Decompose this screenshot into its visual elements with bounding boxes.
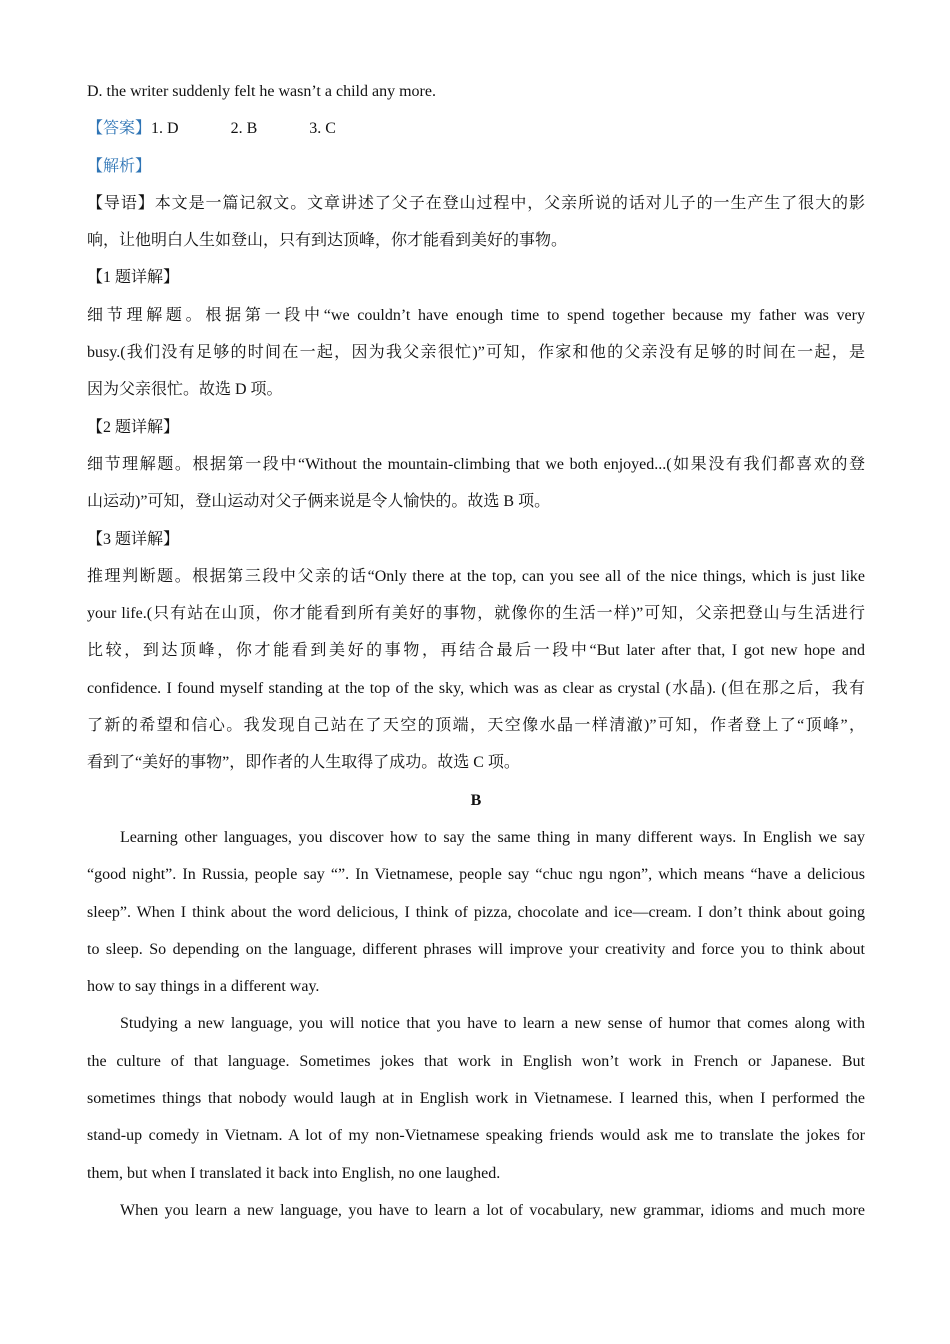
q1-line: 细节理解题。根据第一段中“we couldn’t have enough time to spend together because my father was very (87, 306, 865, 324)
q3-line: your life.(只有站在山顶，你才能看到所有美好的事物，就像你的生活一样)”可知，父亲把登山与生活进行 (87, 605, 865, 623)
option-d: D. the writer suddenly felt he wasn’t a child any more. (87, 83, 436, 100)
answer-item: 2. B (230, 120, 258, 138)
document-page (87, 73, 865, 1229)
answer-line (87, 110, 865, 147)
passage-paragraph-2 (87, 1005, 865, 1191)
passage-line: sleep”. When I think about the word delicious, I think of pizza, chocolate and ice—cream. I don’t think about going (87, 903, 865, 921)
q3-heading: 【3 题详解】 (87, 530, 180, 548)
passage-line: the culture of that language. Sometimes jokes that work in English won’t work in French or Japanese. But (87, 1052, 865, 1070)
q2-heading: 【2 题详解】 (87, 418, 180, 436)
passage-line: Learning other languages, you discover how to say the same thing in many different ways. In English we say (120, 828, 865, 846)
intro-text: 本文是一篇记叙文。文章讲述了父子在登山过程中，父亲所说的话对儿子的一生产生了很大的影 (154, 194, 865, 212)
passage-line: “good night”. In Russia, people say “”. In Vietnamese, people say “chuc ngu ngon”, which means “have a delicious (87, 866, 865, 884)
q3-line: 了新的希望和信心。我发现自己站在了天空的顶端，天空像水晶一样清澈)”可知，作者登上了“顶峰”， (87, 717, 865, 735)
passage-paragraph-3 (87, 1192, 865, 1229)
section-heading-b: B (470, 791, 482, 809)
intro-label: 【导语】 (87, 194, 155, 212)
q2-line: 细节理解题。根据第一段中“Without the mountain-climbing that we both enjoyed...(如果没有我们都喜欢的登 (87, 455, 865, 473)
q3-line: 看到了“美好的事物”，即作者的人生取得了成功。故选 C 项。 (87, 754, 520, 772)
answer-item: 3. C (309, 120, 336, 138)
passage-line: sometimes things that nobody would laugh at in English work in Vietnamese. I learned this, when I performed the (87, 1090, 865, 1108)
passage-line: them, but when I translated it back into English, no one laughed. (87, 1164, 501, 1182)
q3-line: 推理判断题。根据第三段中父亲的话“Only there at the top, can you see all of the nice things, which is just like (87, 567, 865, 585)
q1-line: busy.(我们没有足够的时间在一起，因为我父亲很忙)”可知，作家和他的父亲没有足够的时间在一起，是 (87, 344, 865, 362)
passage-paragraph-1 (87, 819, 865, 1005)
q1-line: 因为父亲很忙。故选 D 项。 (87, 381, 283, 399)
intro-line (87, 185, 865, 222)
q1-heading: 【1 题详解】 (87, 269, 180, 287)
answer-item: 1. D (151, 120, 179, 138)
answer-label: 【答案】 (87, 120, 152, 138)
analysis-label: 【解析】 (87, 157, 152, 175)
q3-line: confidence. I found myself standing at the top of the sky, which was as clear as crystal (水晶). (但在那之后，我有 (87, 679, 865, 697)
passage-line: When you learn a new language, you have to learn a lot of vocabulary, new grammar, idioms and much more (120, 1201, 865, 1219)
passage-line: Studying a new language, you will notice that you have to learn a new sense of humor that comes along with (120, 1015, 865, 1033)
intro-line: 响，让他明白人生如登山，只有到达顶峰，你才能看到美好的事物。 (87, 232, 568, 250)
q2-line: 山运动)”可知，登山运动对父子俩来说是令人愉快的。故选 B 项。 (87, 493, 551, 511)
q3-line: 比较，到达顶峰，你才能看到美好的事物，再结合最后一段中“But later after that, I got new hope and (87, 642, 865, 660)
passage-line: how to say things in a different way. (87, 978, 320, 996)
passage-line: stand-up comedy in Vietnam. A lot of my non-Vietnamese speaking friends would ask me to translate the jokes for (87, 1127, 865, 1145)
passage-line: to sleep. So depending on the language, different phrases will improve your creativity and force you to think about (87, 940, 865, 958)
